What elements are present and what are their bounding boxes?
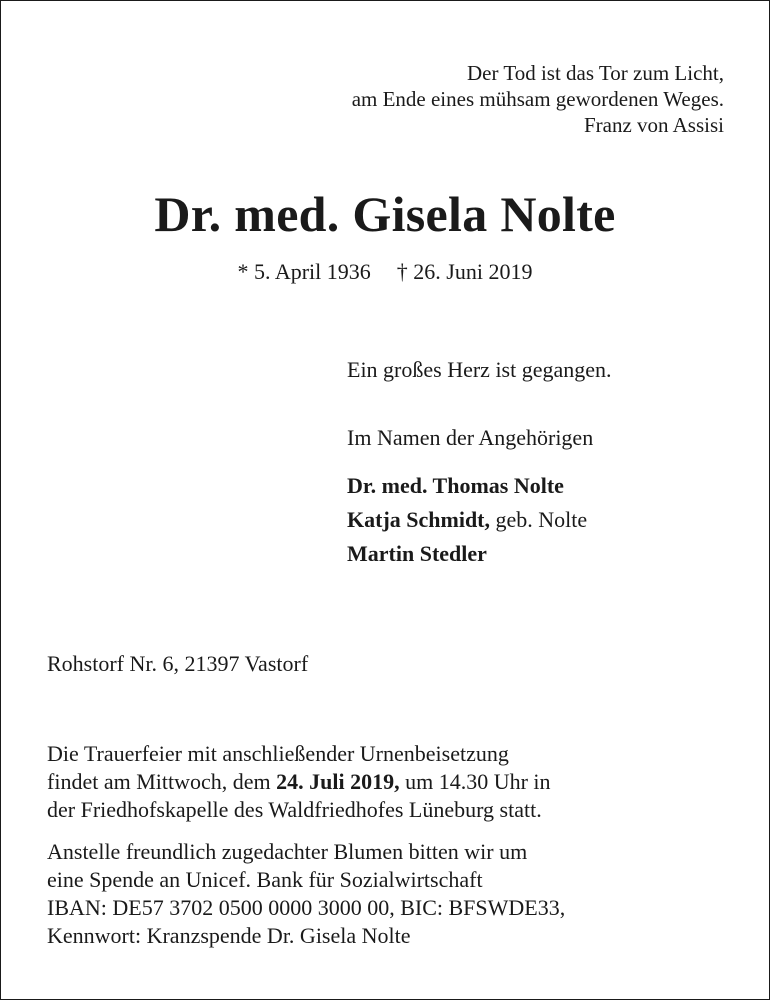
life-dates (0, 258, 770, 286)
donation-line-3: IBAN: DE57 3702 0500 0000 3000 00, BIC: BFSWDE33, (47, 895, 566, 920)
signer-suffix: geb. Nolte (490, 507, 588, 532)
signer-name: Katja Schmidt, (347, 507, 490, 532)
donation-info (47, 838, 747, 950)
tribute-text: Ein großes Herz ist gegangen. (347, 357, 612, 382)
motto-line-1: Der Tod ist das Tor zum Licht, (467, 61, 724, 85)
signer (347, 504, 757, 538)
funeral-info (47, 740, 747, 824)
signer (347, 470, 757, 504)
death-date: † 26. Juni 2019 (396, 259, 533, 284)
birth-date: * 5. April 1936 (237, 259, 371, 284)
signer-name: Dr. med. Thomas Nolte (347, 473, 564, 498)
family-address: Rohstorf Nr. 6, 21397 Vastorf (47, 651, 309, 676)
signers-list (347, 470, 757, 572)
funeral-date: 24. Juli 2019, (276, 769, 400, 794)
motto-author: Franz von Assisi (583, 113, 724, 137)
signer (347, 538, 757, 572)
funeral-line-3: der Friedhofskapelle des Waldfriedhofes Lüneburg statt. (47, 797, 542, 822)
motto-line-2: am Ende eines mühsam gewordenen Weges. (351, 87, 724, 111)
donation-line-2: eine Spende an Unicef. Bank für Sozialwirtschaft (47, 867, 483, 892)
deceased-name: Dr. med. Gisela Nolte (154, 186, 616, 242)
signer-name: Martin Stedler (347, 541, 487, 566)
donation-line-1: Anstelle freundlich zugedachter Blumen bitten wir um (47, 839, 528, 864)
funeral-line-1: Die Trauerfeier mit anschließender Urnenbeisetzung (47, 741, 509, 766)
donation-line-4: Kennwort: Kranzspende Dr. Gisela Nolte (47, 923, 411, 948)
funeral-line-2: findet am Mittwoch, dem 24. Juli 2019, um 14.30 Uhr in (47, 769, 551, 794)
motto-quote (200, 60, 724, 138)
family-intro: Im Namen der Angehörigen (347, 425, 594, 450)
